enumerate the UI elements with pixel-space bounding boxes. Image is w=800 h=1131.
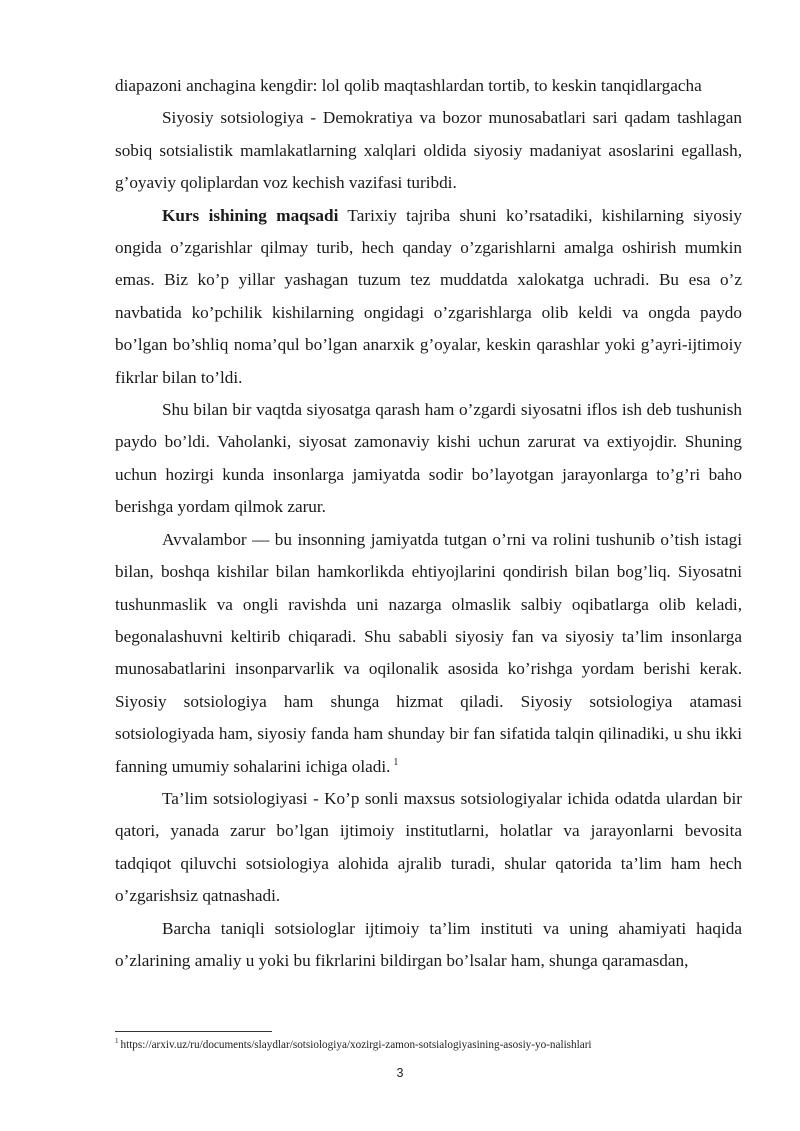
paragraph-text: Barcha taniqli sotsiologlar ijtimoiy ta’lim instituti va uning ahamiyati haqida o’zlarining amaliy u yoki bu fikrlarini bildirgan bo’lsalar ham, shunga qaramasdan, — [115, 918, 742, 970]
paragraph-text: Shu bilan bir vaqtda siyosatga qarash ham o’zgardi siyosatni iflos ish deb tushunish paydo bo’ldi. Vaholanki, siyosat zamonaviy kishi uchun zarurat va extiyojdir. Shuning uchun hozirgi kunda insonlarga jamiyatda sodir bo’layotgan jarayonlarga to’g’ri baho berishga yordam qilmok zarur. — [115, 400, 742, 517]
paragraph-text: Avvalambor — bu insonning jamiyatda tutgan o’rni va rolini tushunib o’tish istagi bilan, boshqa kishilar bilan hamkorlikda ehtiyojlarini qondirish bilan bog’liq. Siyosatni tushunmaslik va ongli ravishda uni nazarga olmaslik salbiy oqibatlarga olib keladi, begonalashuvni keltirib chiqaradi. Shu sababli siyosiy fan va siyosiy ta’lim insonlarga munosabatlarini insonparvarlik va oqilonalik asosida ko’rishga yordam berishi kerak. Siyosiy sotsiologiya ham shunga hizmat qiladi. Siyosiy sotsiologiya atamasi sotsiologiyada ham, siyosiy fanda ham shunday bir fan sifatida talqin qilinadiki, u shu ikki fanning umumiy sohalarini ichiga oladi. — [115, 529, 742, 776]
page-number: 3 — [396, 1066, 404, 1080]
paragraph-text: Ta’lim sotsiologiyasi - Ko’p sonli maxsus sotsiologiyalar ichida odatda ulardan bir qatori, yanada zarur bo’lgan ijtimoiy institutlarni, holatlar va jarayonlarni bevosita tadqiqot qiluvchi sotsiologiya alohida ajralib turadi, shular qatorida ta’lim ham hech o’zgarishsiz qatnashadi. — [115, 788, 742, 906]
footnote-marker: 1 — [115, 1037, 119, 1046]
paragraph-continuation — [115, 70, 742, 102]
paragraph-course-goal — [115, 200, 742, 394]
document-body — [115, 70, 742, 977]
paragraph-text: Siyosiy sotsiologiya - Demokratiya va bozor munosabatlari sari qadam tashlagan sobiq sotsialistik mamlakatlarning xalqlari oldida siyosiy madaniyat asoslarini egallash, g’oyaviy qoliplardan voz kechish vazifasi turibdi. — [115, 108, 742, 193]
bold-lead-heading: Kurs ishining maqsadi — [162, 205, 339, 225]
paragraph-education-sociology — [115, 783, 742, 913]
footnote-separator — [115, 1031, 272, 1032]
paragraph-politics-view — [115, 394, 742, 524]
paragraph-text: diapazoni anchagina kengdir: lol qolib maqtashlardan tortib, to keskin tanqidlargacha — [115, 76, 702, 95]
footnote-link[interactable]: https://arxiv.uz/ru/documents/slaydlar/sotsiologiya/xozirgi-zamon-sotsialogiyasining-asosiy-yo-nalishlari — [120, 1039, 592, 1051]
paragraph-political-sociology — [115, 102, 742, 199]
paragraph-sociologists — [115, 913, 742, 978]
paragraph-first-of-all — [115, 524, 742, 783]
footnote — [115, 1037, 755, 1053]
footnote-reference[interactable]: 1 — [393, 756, 399, 768]
paragraph-text: Tarixiy tajriba shuni ko’rsatadiki, kishilarning siyosiy ongida o’zgarishlar qilmay turib, hech qanday o’zgarishlarni amalga oshirish mumkin emas. Biz ko’p yillar yashagan tuzum tez muddatda xalokatga uchradi. Bu esa o’z navbatida ko’pchilik kishilarning ongidagi o’zgarishlarga olib keldi va ongda paydo bo’lgan bo’shliq noma’qul bo’lgan anarxik g’oyalar, keskin qarashlar yoki g’ayri-ijtimoiy fikrlar bilan to’ldi. — [115, 205, 742, 387]
